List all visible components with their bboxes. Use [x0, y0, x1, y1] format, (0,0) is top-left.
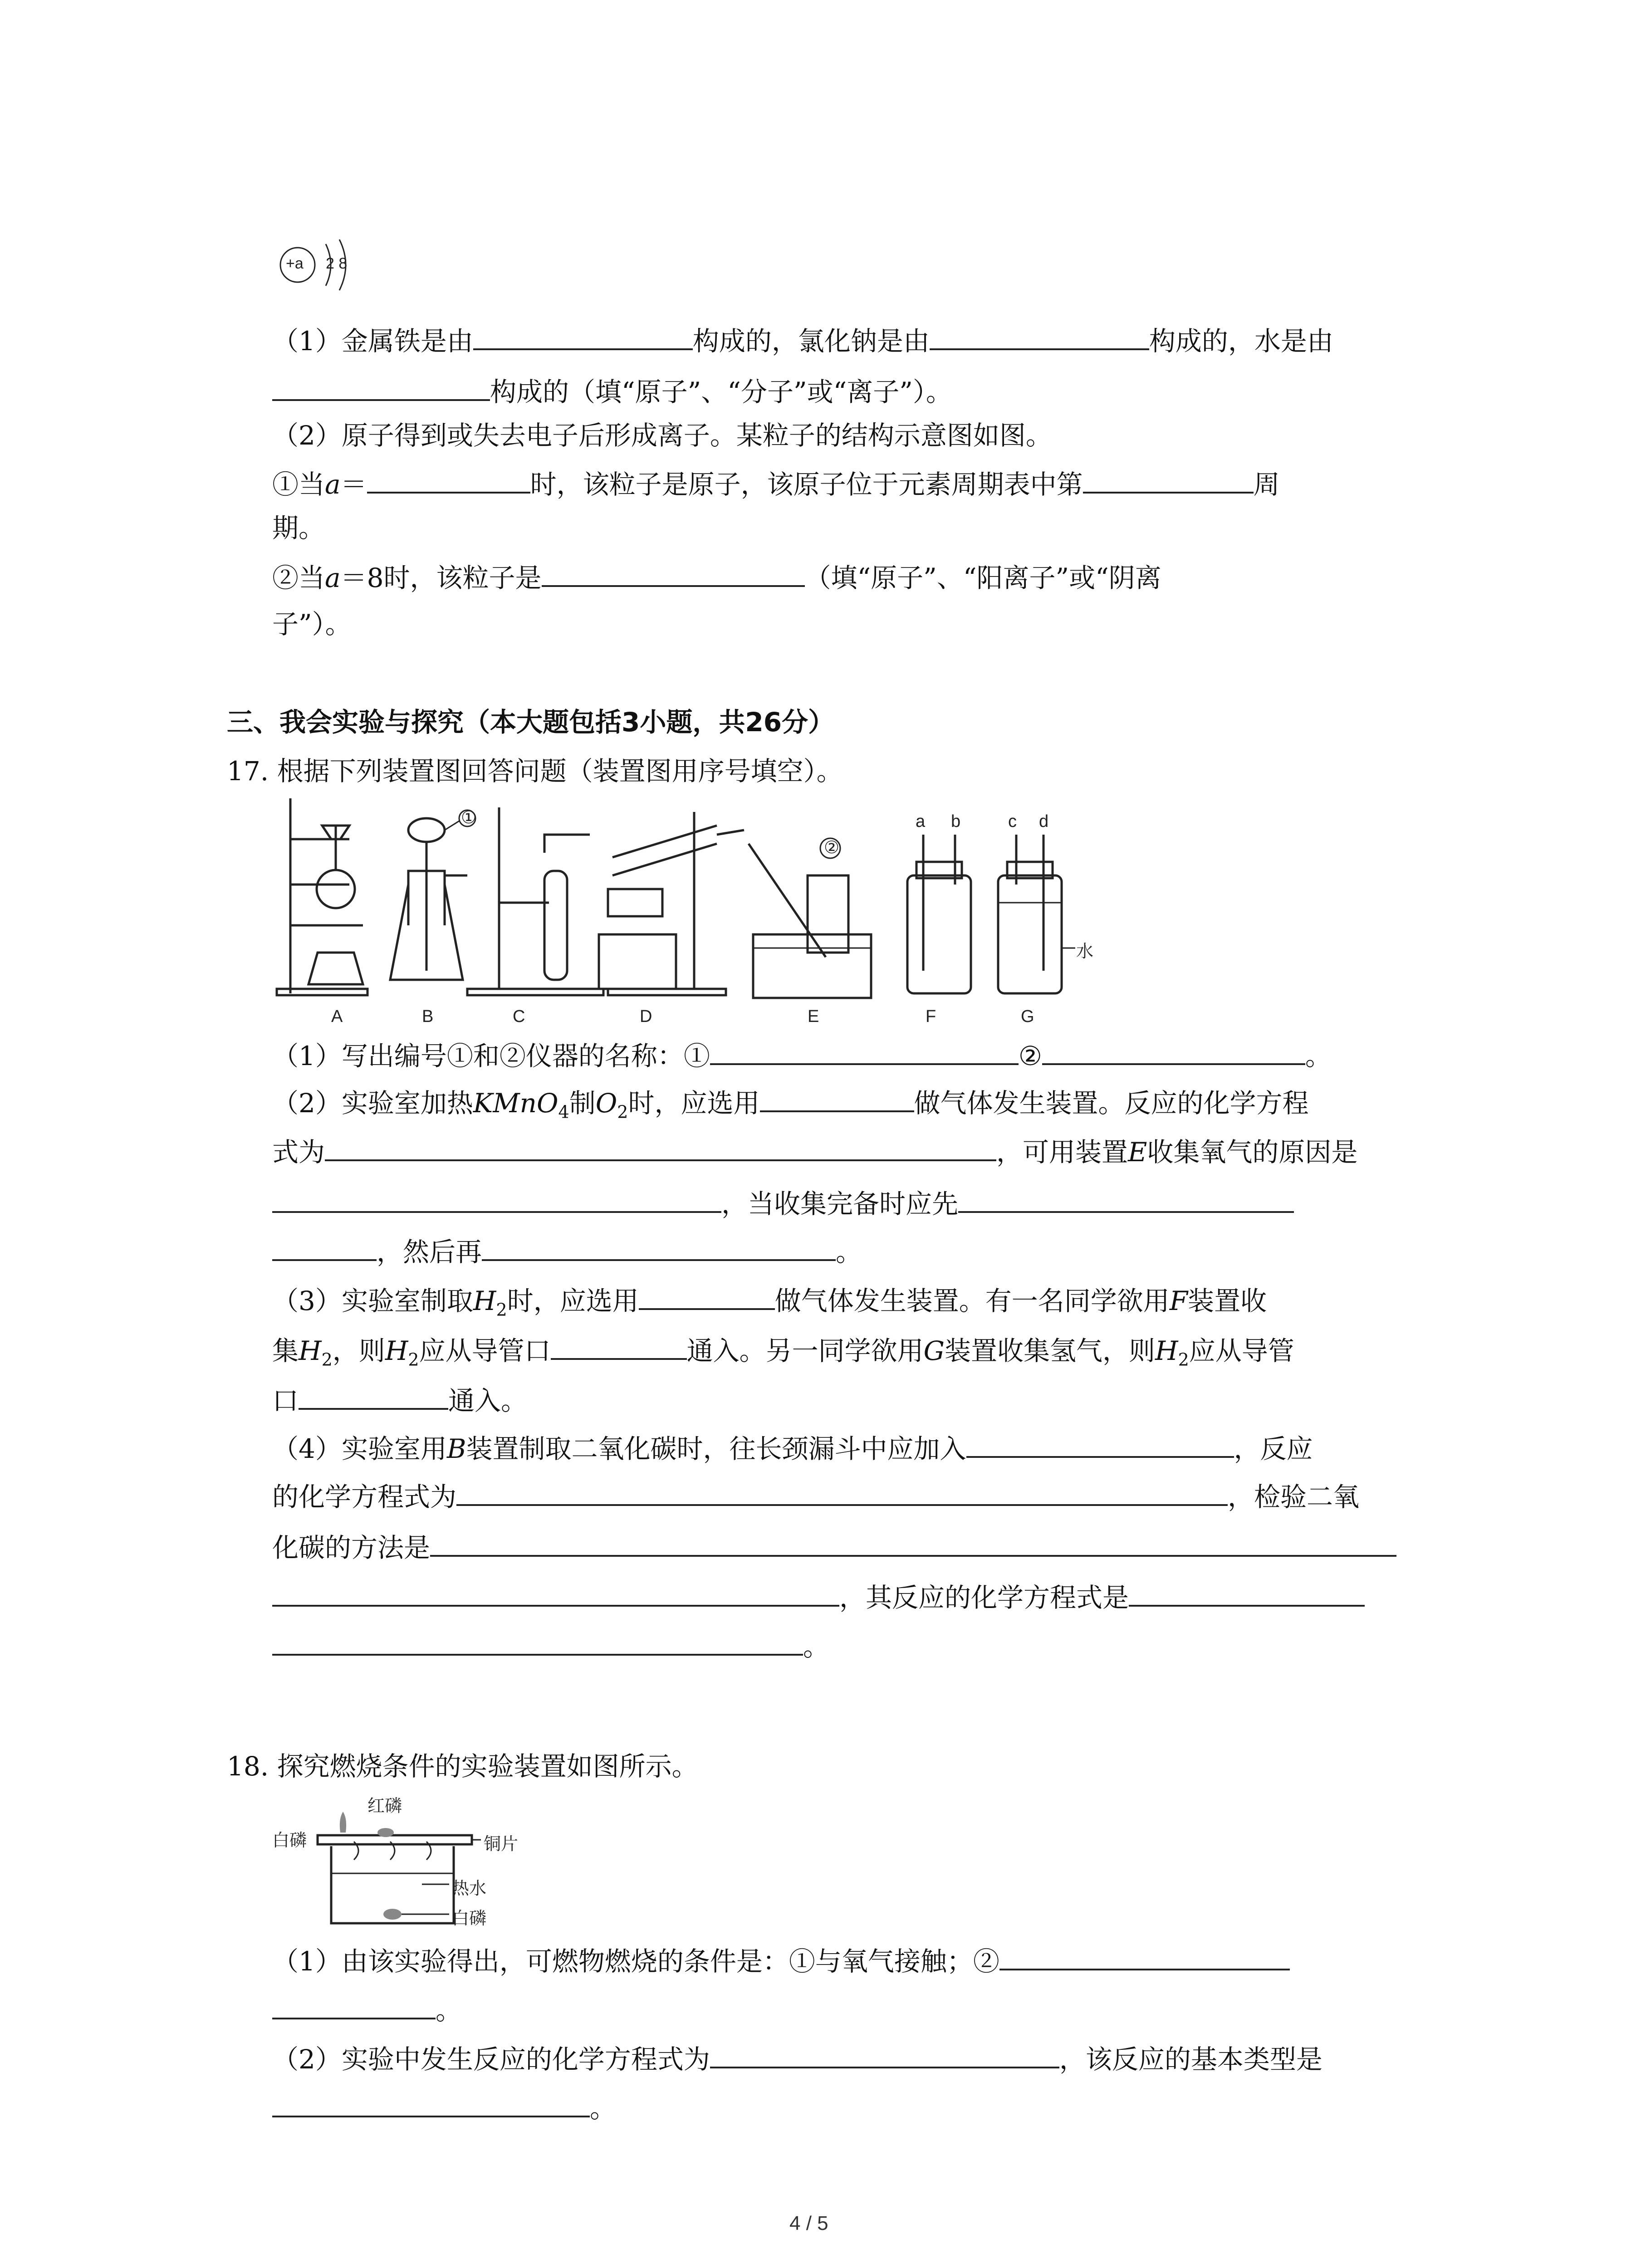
blank-co2-test-cont[interactable]	[272, 1580, 839, 1607]
fig-label-B: B	[422, 1007, 434, 1026]
q17-line1: （1）写出编号①和②仪器的名称：① ② 。	[272, 1039, 1332, 1072]
fig-port-d: d	[1039, 812, 1049, 831]
q16-line5: 期。	[272, 513, 325, 543]
q17-line3: 式为 ，可用装置E收集氧气的原因是	[272, 1135, 1357, 1168]
blank-o2-generator[interactable]	[760, 1086, 914, 1112]
fig-label-F: F	[926, 1007, 936, 1026]
blank-reaction-type[interactable]	[272, 2091, 590, 2117]
fig-water-label: 水	[1076, 942, 1094, 961]
fig-copper-sheet: 铜片	[484, 1835, 519, 1854]
blank-h2-generator[interactable]	[639, 1284, 775, 1310]
q17-stem: 17. 根据下列装置图回答问题（装置图用序号填空）。	[227, 756, 843, 787]
q16-line4: ①当a＝ 时，该粒子是原子，该原子位于元素周期表中第 周	[272, 467, 1280, 501]
page-number: 4 / 5	[789, 2212, 828, 2234]
fig-label-D: D	[640, 1007, 652, 1026]
fig-label-A: A	[331, 1007, 343, 1026]
blank-condition-2[interactable]	[999, 1944, 1290, 1970]
blank-instrument-1[interactable]	[710, 1039, 1019, 1065]
q17-line9: （4）实验室用B装置制取二氧化碳时，往长颈漏斗中应加入 ，反应	[272, 1432, 1313, 1465]
fig-label-G: G	[1021, 1007, 1034, 1026]
q18-line2: 。	[272, 1993, 462, 2027]
q17-line10: 的化学方程式为 ，检验二氧	[272, 1480, 1359, 1513]
q17-line2: （2）实验室加热KMnO$_4$制$O_2$时，应选用 做气体发生装置。反应的化学方程	[272, 1086, 1309, 1129]
fig-port-b: b	[951, 812, 961, 831]
blank-g-port[interactable]	[299, 1383, 448, 1410]
fig-white-phosphorus-top: 白磷	[272, 1831, 307, 1850]
q17-line11: 化碳的方法是	[272, 1530, 1396, 1564]
q17-line13: 。	[272, 1629, 829, 1663]
atom-nucleus-label: +a	[286, 255, 304, 272]
blank-f-port[interactable]	[551, 1334, 687, 1360]
blank-particle[interactable]	[542, 561, 805, 587]
blank-funnel-liquid[interactable]	[966, 1432, 1234, 1458]
q16-line6: ②当a＝8时，该粒子是 （填“原子”、“阳离子”或“阴离	[272, 561, 1161, 594]
q16-line2: 构成的（填“原子”、“分子”或“离子”）。	[272, 375, 952, 408]
fig-white-phosphorus-bottom: 白磷	[452, 1909, 487, 1928]
blank-instrument-2[interactable]	[1042, 1039, 1305, 1065]
q17-line7: 集$H_2$，则$H_2$应从导管口 通入。另一同学欲用G装置收集氢气，则$H_2$应从导管	[272, 1334, 1294, 1376]
blank-o2-equation[interactable]	[325, 1135, 996, 1161]
blank-co2-test[interactable]	[430, 1530, 1396, 1557]
blank-combustion-equation[interactable]	[710, 2042, 1059, 2068]
q17-line4: ，当收集完备时应先	[272, 1187, 1294, 1220]
blank-condition-2-cont[interactable]	[272, 1993, 436, 2019]
fig-label-C: C	[513, 1007, 525, 1026]
blank-iron[interactable]	[473, 324, 693, 350]
section-heading: 三、我会实验与探究（本大题包括3小题，共26分）	[227, 707, 835, 738]
blank-water[interactable]	[272, 375, 490, 401]
q16-line1: （1）金属铁是由 构成的，氯化钠是由 构成的，水是由	[272, 324, 1333, 357]
blank-test-equation-cont[interactable]	[272, 1629, 803, 1656]
q18-line3: （2）实验中发生反应的化学方程式为 ，该反应的基本类型是	[272, 2042, 1323, 2076]
fig-mark-1: ①	[461, 808, 477, 827]
q17-line8: 口 通入。	[272, 1383, 527, 1417]
q18-line1: （1）由该实验得出，可燃物燃烧的条件是：①与氧气接触；②	[272, 1944, 1290, 1978]
blank-first-step-cont[interactable]	[272, 1235, 377, 1261]
fig-mark-2: ②	[824, 838, 840, 857]
blank-test-equation[interactable]	[1129, 1580, 1365, 1607]
blank-nacl[interactable]	[930, 324, 1149, 350]
fig-hot-water: 热水	[452, 1879, 487, 1898]
fig-port-c: c	[1008, 812, 1017, 831]
atom-structure-figure	[272, 236, 372, 295]
blank-a-value[interactable]	[367, 467, 530, 494]
blank-co2-equation[interactable]	[456, 1480, 1228, 1506]
q16-line7: 子”）。	[272, 609, 352, 640]
fig-label-E: E	[808, 1007, 819, 1026]
blank-first-step[interactable]	[958, 1187, 1294, 1213]
blank-period[interactable]	[1083, 467, 1254, 494]
q18-line4: 。	[272, 2091, 616, 2125]
q18-stem: 18. 探究燃烧条件的实验装置如图所示。	[227, 1751, 698, 1782]
q17-line5: ，然后再 。	[272, 1235, 862, 1268]
blank-then-step[interactable]	[482, 1235, 836, 1261]
q17-line6: （3）实验室制取$H_2$时，应选用 做气体发生装置。有一名同学欲用F装置收	[272, 1284, 1267, 1326]
fig-red-phosphorus: 红磷	[367, 1797, 402, 1816]
q16-line3: （2）原子得到或失去电子后形成离子。某粒子的结构示意图如图。	[272, 420, 1052, 451]
atom-shells-label: 2 8	[326, 255, 348, 272]
q18-combustion-figure	[272, 1792, 526, 1937]
fig-port-a: a	[916, 812, 926, 831]
blank-e-reason[interactable]	[272, 1187, 721, 1213]
q17-line12: ，其反应的化学方程式是	[272, 1580, 1365, 1614]
q17-apparatus-figure	[272, 798, 1094, 1034]
